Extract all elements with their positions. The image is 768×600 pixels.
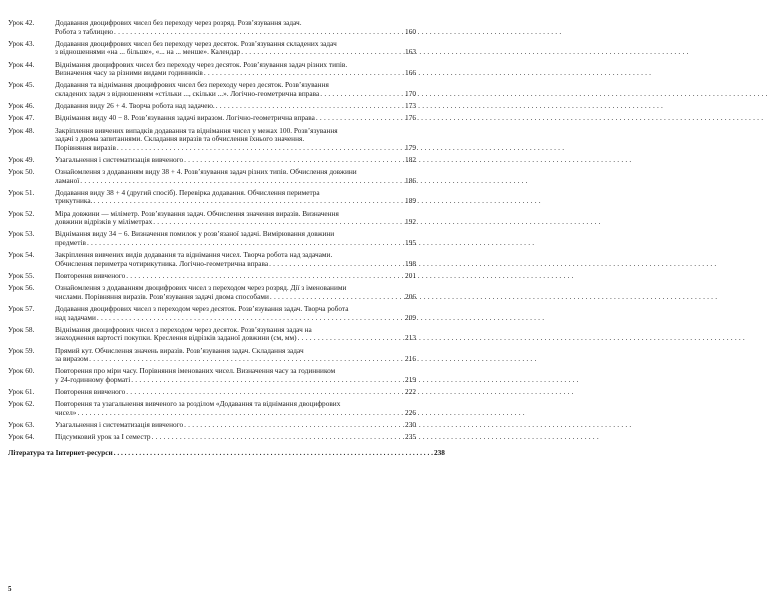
- lesson-number: Урок 46.: [8, 101, 35, 111]
- lesson-title: [55, 400, 416, 417]
- lesson-number: Урок 61.: [8, 387, 35, 397]
- page-ref: 201: [405, 270, 416, 280]
- lesson-number: Урок 60.: [8, 366, 35, 376]
- page-ref: 160: [405, 26, 416, 36]
- toc-entry: [8, 433, 416, 442]
- toc-entry: [8, 189, 416, 206]
- literature-entry: [8, 447, 445, 458]
- lesson-title: [55, 168, 416, 185]
- lesson-title-line: ламаної: [55, 175, 80, 185]
- lesson-title: [55, 326, 416, 343]
- page-ref: 170: [405, 88, 416, 98]
- page-ref: 176: [405, 113, 416, 123]
- lesson-title: [55, 421, 416, 430]
- lesson-title-line: Додавання виду 26 + 4. Творча робота над задачею.: [55, 101, 215, 111]
- dot-leader: [93, 197, 404, 206]
- lesson-title-last-line: [55, 334, 416, 343]
- lesson-title-line: Визначення часу за різними видами годинників: [55, 68, 203, 78]
- dot-leader: [80, 177, 404, 186]
- lesson-title-line: Додавання двоцифрових чисел без переходу через розряд. Розв’язування задач.: [55, 18, 302, 27]
- page-ref: 230: [405, 420, 416, 430]
- lesson-title-last-line: [55, 376, 416, 385]
- dot-leader: [216, 102, 404, 111]
- toc-entry: [8, 230, 416, 247]
- toc-entry: [8, 326, 416, 343]
- lesson-number: Урок 50.: [8, 167, 35, 177]
- toc-entry: [8, 400, 416, 417]
- dot-leader: [320, 90, 404, 99]
- dot-leader: [117, 144, 404, 153]
- lesson-title-last-line: [55, 156, 416, 165]
- lesson-title-line: предметів: [55, 238, 86, 247]
- lesson-title-line: Додавання та віднімання двоцифрових чисел без переходу через десяток. Розв’язування: [55, 80, 329, 90]
- lesson-title: [55, 305, 416, 322]
- lesson-title-last-line: [55, 28, 416, 37]
- toc-entry: [8, 156, 416, 165]
- lesson-number: Урок 55.: [8, 270, 35, 280]
- dot-leader: [87, 239, 404, 248]
- lesson-title-line: Робота з таблицею: [55, 26, 114, 36]
- lesson-title-last-line: [55, 144, 416, 153]
- page-ref: 179: [405, 142, 416, 152]
- dot-leader: [298, 334, 404, 343]
- lesson-title-last-line: [55, 421, 416, 430]
- dot-leader: [270, 293, 404, 302]
- lesson-title: [55, 230, 416, 247]
- lesson-title: [55, 433, 416, 442]
- lesson-title: [55, 61, 416, 78]
- lesson-title-last-line: [55, 48, 416, 57]
- page-ref: 189: [405, 196, 416, 206]
- lesson-title: [55, 189, 416, 206]
- dot-leader: [126, 272, 404, 281]
- toc-entry: [8, 61, 416, 78]
- dot-leader: [153, 218, 404, 227]
- lesson-title: [55, 40, 416, 57]
- lesson-title-line: знаходження вартості покупки. Креслення відрізків заданої довжини (см, мм): [55, 333, 297, 343]
- lesson-title-line: Додавання двоцифрових чисел без переходу через десяток. Розв’язування складених задач: [55, 38, 337, 48]
- lesson-title-last-line: [55, 197, 416, 206]
- lesson-title: [55, 102, 416, 111]
- table-of-contents: [8, 18, 445, 457]
- lesson-title-line: Порівняння виразів: [55, 142, 116, 152]
- lesson-title-last-line: [55, 293, 416, 302]
- toc-entry: [8, 168, 416, 185]
- lesson-title: [55, 272, 416, 281]
- lesson-title: [55, 127, 416, 153]
- lesson-title-line: чисел»: [55, 407, 77, 417]
- page-number: 5: [8, 585, 12, 593]
- lesson-number: Урок 51.: [8, 187, 35, 197]
- page-ref: 166: [405, 68, 416, 78]
- page-ref: 163: [405, 47, 416, 57]
- lesson-title-line: Обчислення периметра чотирикутника. Логічно-геометрична вправа: [55, 258, 269, 268]
- lesson-title-line: Міра довжини — міліметр. Розв’язування задач. Обчислення значення виразів. Визначення: [55, 208, 339, 218]
- lesson-title-last-line: [55, 114, 416, 123]
- lesson-number: Урок 53.: [8, 229, 35, 239]
- lesson-title-last-line: [55, 314, 416, 323]
- lesson-title: [55, 251, 416, 268]
- toc-entry: [8, 347, 416, 364]
- lesson-title-last-line: [55, 433, 416, 442]
- lesson-title-line: Повторення та узагальнення вивченого за розділом «Додавання та віднімання двоцифрових: [55, 399, 341, 409]
- dot-leader: [152, 433, 404, 442]
- lesson-title-line: Повторення вивченого: [55, 387, 126, 397]
- lesson-number: Урок 43.: [8, 38, 35, 48]
- toc-entry: [8, 284, 416, 301]
- lesson-title-line: Віднімання виду 40 − 8. Розв’язування задачі виразом. Логічно-геометрична вправа: [55, 113, 315, 123]
- lesson-title-line: над задачами: [55, 312, 96, 322]
- dot-leader: [89, 355, 404, 364]
- lesson-title: [55, 388, 416, 397]
- dot-leader: [97, 314, 404, 323]
- toc-entry: [8, 305, 416, 322]
- lesson-title-line: Віднімання двоцифрових чисел з переходом через десяток. Розв’язування задач на: [55, 324, 312, 334]
- dot-leader: [184, 421, 404, 430]
- lesson-title-line: числами. Порівняння виразів. Розв’язування задачі двома способами: [55, 291, 269, 301]
- toc-entry: [8, 210, 416, 227]
- page-ref: 192: [405, 217, 416, 227]
- lesson-title: [55, 19, 416, 36]
- dot-leader: [131, 376, 404, 385]
- dot-leader: [184, 156, 404, 165]
- lesson-number: Урок 64.: [8, 432, 35, 442]
- lesson-title-last-line: [55, 90, 416, 99]
- lesson-title-last-line: [55, 69, 416, 78]
- lesson-title: [55, 367, 416, 384]
- page-ref: 198: [405, 258, 416, 268]
- lesson-title-last-line: [55, 239, 416, 248]
- toc-entry: [8, 251, 416, 268]
- lesson-title-line: Закріплення вивчених видів додавання та віднімання чисел. Творча робота над задачами.: [55, 250, 333, 260]
- lesson-number: Урок 47.: [8, 113, 35, 123]
- lesson-title-last-line: [55, 355, 416, 364]
- lesson-title-line: трикутника.: [55, 196, 93, 206]
- page-ref: 222: [405, 387, 416, 397]
- toc-entry: [8, 272, 416, 281]
- page-ref: 216: [405, 354, 416, 364]
- lesson-number: Урок 49.: [8, 154, 35, 164]
- lesson-title-line: Віднімання двоцифрових чисел без переходу через десяток. Розв’язування задач різних типів.: [55, 59, 348, 69]
- lesson-title-line: Узагальнення і систематизація вивченого: [55, 154, 184, 164]
- lesson-number: Урок 57.: [8, 303, 35, 313]
- lesson-title: [55, 210, 416, 227]
- lesson-number: Урок 58.: [8, 324, 35, 334]
- lesson-title-line: Віднімання виду 34 − 6. Визначення помилок у розв’язаної задачі. Вимірювання довжини: [55, 229, 335, 239]
- lesson-title-line: задачі з двома запитаннями. Складання виразів та обчислення їхнього значення.: [55, 134, 305, 144]
- toc-entry: [8, 388, 416, 397]
- lesson-title-line: Ознайомлення з додаванням виду 38 + 4. Розв’язування задач різних типів. Обчислення довжини: [55, 167, 357, 177]
- lesson-number: Урок 54.: [8, 250, 35, 260]
- lesson-title-line: Узагальнення і систематизація вивченого: [55, 420, 184, 430]
- toc-entry: [8, 40, 416, 57]
- lesson-title: [55, 347, 416, 364]
- page-ref: 182: [405, 154, 416, 164]
- lesson-title-last-line: [55, 218, 416, 227]
- lesson-title-line: Прямий кут. Обчислення значень виразів. Розв’язування задач. Складання задач: [55, 345, 304, 355]
- lesson-number: Урок 45.: [8, 80, 35, 90]
- dot-leader: [126, 388, 404, 397]
- lesson-number: Урок 59.: [8, 345, 35, 355]
- lesson-title-line: Ознайомлення з додаванням двоцифрових чисел з переходом через розряд. Дії з іменованими: [55, 283, 347, 293]
- lesson-number: Урок 56.: [8, 283, 35, 293]
- page-ref: 238: [433, 447, 445, 457]
- lesson-title-last-line: [55, 388, 416, 397]
- lesson-title: [55, 81, 416, 98]
- lesson-title: [55, 284, 416, 301]
- lesson-number: Урок 63.: [8, 420, 35, 430]
- lesson-title-line: з відношеннями «на ... більше», «... на ... менше». Календар: [55, 47, 241, 57]
- lesson-title-last-line: [55, 260, 416, 269]
- page-ref: 226: [405, 407, 416, 417]
- dot-leader: [269, 260, 404, 269]
- lesson-title-last-line: [55, 177, 416, 186]
- page-ref: 195: [405, 238, 416, 247]
- toc-entry: [8, 127, 416, 153]
- dot-leader: [114, 449, 433, 458]
- lesson-title-last-line: [55, 409, 416, 418]
- lesson-number: Урок 42.: [8, 18, 35, 27]
- toc-entry: [8, 114, 416, 123]
- page-ref: 213: [405, 333, 416, 343]
- toc-entry: [8, 19, 416, 36]
- lesson-title-last-line: [55, 272, 416, 281]
- lesson-title-line: у 24-годинному форматі: [55, 374, 131, 384]
- lesson-title-line: Додавання двоцифрових чисел з переходом через десяток. Розв’язування задач. Творча робота: [55, 303, 349, 313]
- lesson-number: Урок 48.: [8, 125, 35, 135]
- lesson-number: Урок 44.: [8, 59, 35, 69]
- lesson-title: [55, 156, 416, 165]
- lesson-title-line: Повторення про міри часу. Порівняння іменованих чисел. Визначення часу за годинником: [55, 366, 336, 376]
- dot-leader: [77, 409, 404, 418]
- page-ref: 219: [405, 374, 416, 384]
- literature-label: Література та Інтернет-ресурси: [8, 447, 113, 457]
- lesson-number: Урок 52.: [8, 208, 35, 218]
- lesson-title-line: складених задач з відношенням «стільки ..., скільки ...». Логічно-геометрична вправа: [55, 88, 320, 98]
- lesson-title-line: Повторення вивченого: [55, 270, 126, 280]
- toc-entry: [8, 81, 416, 98]
- page-ref: 173: [405, 101, 416, 111]
- lesson-title-line: Підсумковий урок за I семестр: [55, 432, 151, 442]
- dot-leader: [241, 48, 404, 57]
- lesson-title-line: Додавання виду 38 + 4 (другий спосіб). Перевірка додавання. Обчислення периметра: [55, 187, 320, 197]
- lesson-title-line: Закріплення вивчених випадків додавання та віднімання чисел у межах 100. Розв’язування: [55, 125, 338, 135]
- page-ref: 209: [405, 312, 416, 322]
- toc-entry: [8, 421, 416, 430]
- lesson-number: Урок 62.: [8, 399, 35, 409]
- lesson-title-last-line: [55, 102, 416, 111]
- toc-entry: [8, 367, 416, 384]
- lesson-title-line: довжини відрізків у міліметрах: [55, 217, 153, 227]
- page-ref: 235: [405, 432, 416, 442]
- dot-leader: [204, 69, 404, 78]
- toc-entry: [8, 102, 416, 111]
- page-ref: 206: [405, 291, 416, 301]
- lesson-title-line: за виразом: [55, 354, 89, 364]
- page-ref: 186: [405, 175, 416, 185]
- dot-leader: [316, 114, 404, 123]
- dot-leader: [114, 28, 404, 37]
- lesson-title: [55, 114, 416, 123]
